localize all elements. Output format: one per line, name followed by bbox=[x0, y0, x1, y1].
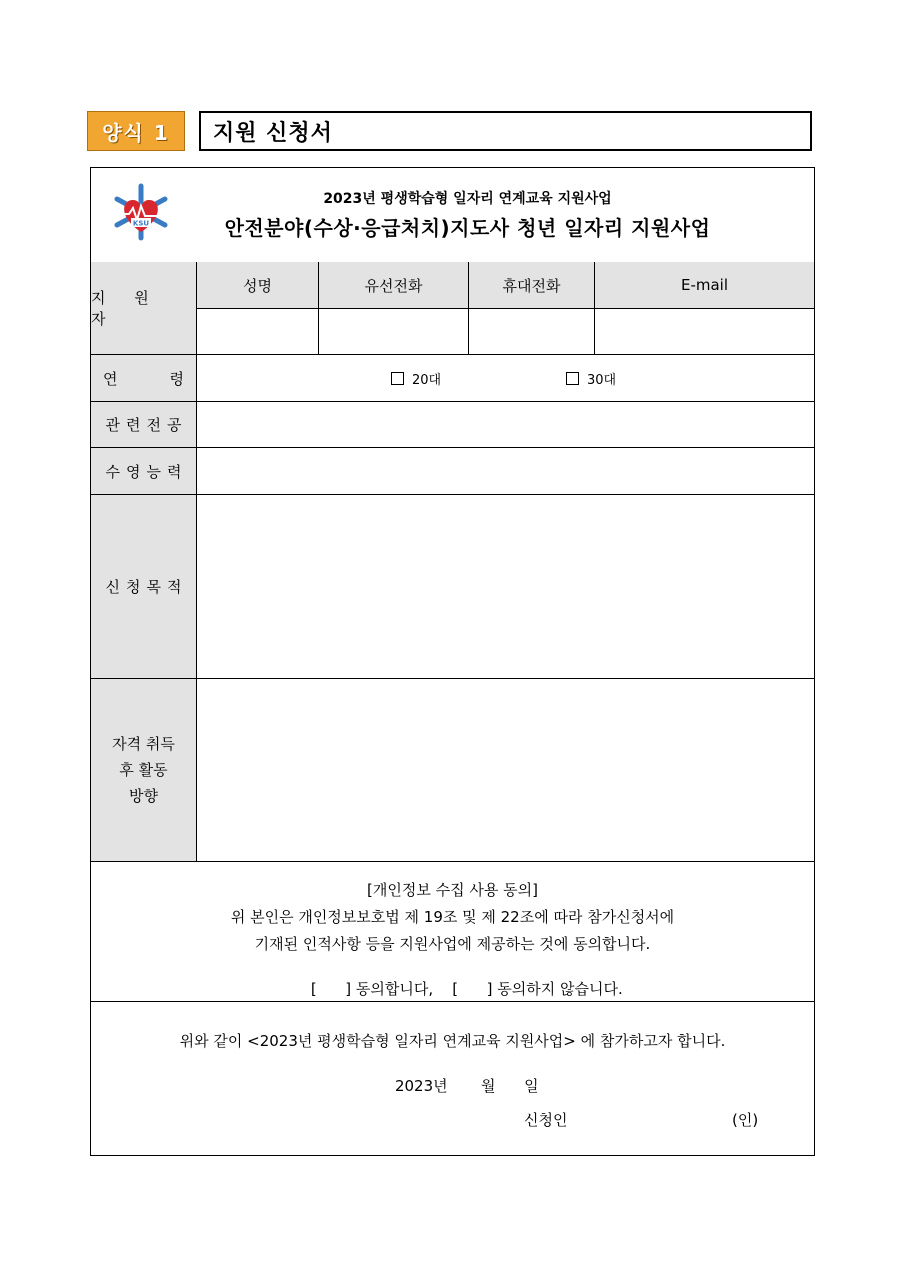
form-title: 지원 신청서 bbox=[199, 111, 812, 151]
age-20s-checkbox[interactable] bbox=[391, 369, 441, 388]
form-number-tag: 양식 1 bbox=[87, 111, 185, 151]
name-field[interactable] bbox=[196, 308, 318, 354]
col-landline-header: 유선전화 bbox=[318, 262, 468, 308]
date-day: 일 bbox=[524, 1077, 539, 1095]
major-field[interactable] bbox=[196, 401, 814, 447]
purpose-field[interactable] bbox=[196, 494, 814, 678]
application-form bbox=[90, 167, 815, 1156]
plan-label-line: 방향 bbox=[129, 787, 158, 805]
post-certification-plan-field[interactable] bbox=[196, 678, 814, 861]
privacy-consent-section bbox=[91, 861, 814, 1001]
age-30s-label: 30대 bbox=[587, 372, 617, 388]
purpose-label: 신청목적 bbox=[91, 494, 196, 678]
age-30s-checkbox[interactable] bbox=[566, 369, 616, 388]
date-line bbox=[91, 1057, 814, 1114]
post-certification-plan-label bbox=[91, 678, 196, 861]
swim-ability-label: 수영능력 bbox=[91, 447, 196, 494]
applicant-signature-label: 신청인 bbox=[524, 1111, 568, 1129]
consent-text-line2: 기재된 인적사항 등을 지원사업에 제공하는 것에 동의합니다. bbox=[254, 935, 651, 953]
col-email-header: E-mail bbox=[594, 262, 814, 308]
seal-mark[interactable]: (인) bbox=[732, 1111, 759, 1129]
age-label: 연 령 bbox=[91, 354, 196, 401]
plan-label-line: 후 활동 bbox=[119, 761, 168, 779]
applicant-label: 지 원 자 bbox=[91, 262, 196, 354]
date-month: 월 bbox=[481, 1077, 496, 1095]
col-name-header: 성명 bbox=[196, 262, 318, 308]
checkbox-icon bbox=[566, 372, 579, 385]
age-field bbox=[196, 354, 814, 401]
svg-text:KSU: KSU bbox=[132, 219, 150, 228]
participation-statement: 위와 같이 <2023년 평생학습형 일자리 연계교육 지원사업> 에 참가하고자 합니다. bbox=[179, 1032, 726, 1050]
form-header bbox=[91, 168, 814, 263]
col-mobile-header: 휴대전화 bbox=[468, 262, 594, 308]
consent-title: [개인정보 수집 사용 동의] bbox=[367, 881, 538, 899]
consent-text-line1: 위 본인은 개인정보보호법 제 19조 및 제 22조에 따라 참가신청서에 bbox=[230, 908, 675, 926]
plan-label-line: 자격 취득 bbox=[112, 735, 175, 753]
landline-field[interactable] bbox=[318, 308, 468, 354]
agree-option[interactable]: [ ] 동의합니다, bbox=[310, 980, 434, 998]
signature-section bbox=[91, 1001, 814, 1155]
header-subtitle: 2023년 평생학습형 일자리 연계교육 지원사업 bbox=[323, 191, 612, 207]
mobile-field[interactable] bbox=[468, 308, 594, 354]
disagree-option[interactable]: [ ] 동의하지 않습니다. bbox=[452, 980, 623, 998]
date-year: 2023년 bbox=[394, 1077, 448, 1095]
email-field[interactable] bbox=[594, 308, 814, 354]
major-label: 관련전공 bbox=[91, 401, 196, 447]
header-title: 안전분야(수상·응급처치)지도사 청년 일자리 지원사업 bbox=[224, 216, 711, 240]
swim-ability-field[interactable] bbox=[196, 447, 814, 494]
checkbox-icon bbox=[391, 372, 404, 385]
age-20s-label: 20대 bbox=[412, 372, 442, 388]
